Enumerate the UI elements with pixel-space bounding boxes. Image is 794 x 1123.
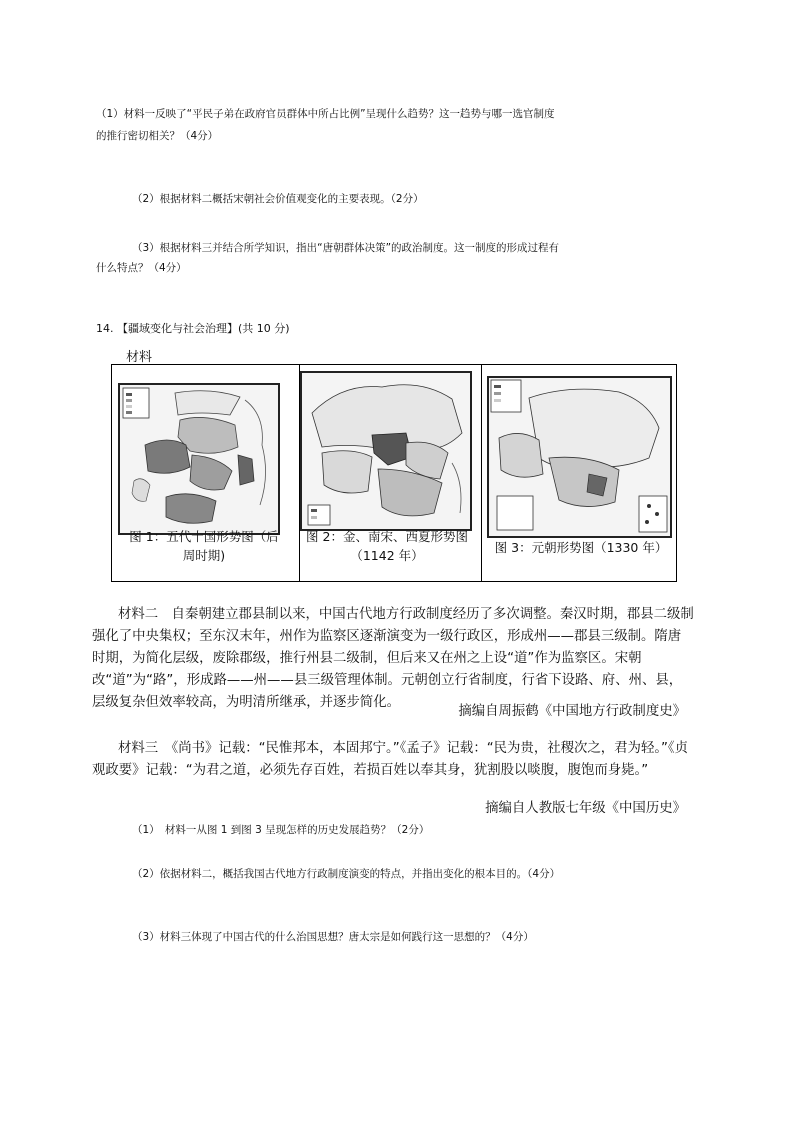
map-five-dynasties [118, 383, 280, 535]
question-14-2: （2）依据材料二，概括我国古代地方行政制度演变的特点，并指出变化的根本目的。（4分） [132, 868, 561, 880]
map-icon [489, 378, 670, 536]
question-14-1: （1） 材料一从图 1 到图 3 呈现怎样的历史发展趋势？（2分） [132, 824, 430, 836]
map-3-caption-line1: 图 3：元朝形势图（1330 年） [494, 540, 668, 555]
map-icon [302, 373, 470, 529]
material-2-text: 材料二 自秦朝建立郡县制以来，中国古代地方行政制度经历了多次调整。秦汉时期，郡县二级制强化了中央集权；至东汉末年，州作为监察区逐渐演变为一级行政区，形成州——郡县三级制。隋唐时期，为简化层级，废除郡级，推行州县二级制，但后来又在州之上设“道”作为监察区。宋朝改“道”为“路”，形成路——州——县三级管理体制。元朝创立行省制度，行省下设路、府、州、县，层级复杂但效率较高，为明清所继承，并逐步简化。 [92, 607, 694, 710]
question-14-title: 14. 【疆域变化与社会治理】(共 10 分) [96, 322, 290, 335]
material-2-source: 摘编自周振鹤《中国地方行政制度史》 [458, 704, 686, 719]
map-jin-song-xixia [300, 371, 472, 531]
question-13-3-line2: 什么特点？（4分） [96, 262, 187, 274]
map-1-caption [114, 527, 294, 565]
question-13-1-line2: 的推行密切相关？（4分） [96, 130, 219, 142]
map-icon [120, 385, 278, 533]
question-13-1-line1: （1）材料一反映了“平民子弟在政府官员群体中所占比例”呈现什么趋势？这一趋势与哪一选官制度 [96, 108, 555, 120]
map-1-caption-line2: 周时期) [182, 548, 226, 563]
map-2-caption-line1: 图 2：金、南宋、西夏形势图 [306, 529, 468, 544]
material-label: 材料 [126, 350, 153, 365]
question-13-3-line1: （3）根据材料三并结合所学知识，指出“唐朝群体决策”的政治制度。这一制度的形成过程有 [132, 242, 560, 254]
map-1-caption-line1: 图 1：五代十国形势图（后 [129, 529, 279, 544]
map-yuan-dynasty [487, 376, 672, 538]
material-3-source: 摘编自人教版七年级《中国历史》 [485, 801, 686, 816]
map-2-caption-line2: （1142 年） [350, 548, 424, 563]
map-3-caption [486, 538, 676, 557]
question-13-2: （2）根据材料二概括宋朝社会价值观变化的主要表现。（2分） [132, 193, 424, 205]
divider [481, 364, 482, 582]
map-2-caption [300, 527, 474, 565]
material-3-text: 材料三 《尚书》记载：“民惟邦本，本固邦宁。”《孟子》记载：“民为贵，社稷次之，君为轻。”《贞观政要》记载：“为君之道，必须先存百姓，若损百姓以奉其身，犹割股以啖腹，腹饱而身毙。” [92, 741, 689, 778]
question-14-3: （3）材料三体现了中国古代的什么治国思想？唐太宗是如何践行这一思想的？（4分） [132, 931, 534, 943]
